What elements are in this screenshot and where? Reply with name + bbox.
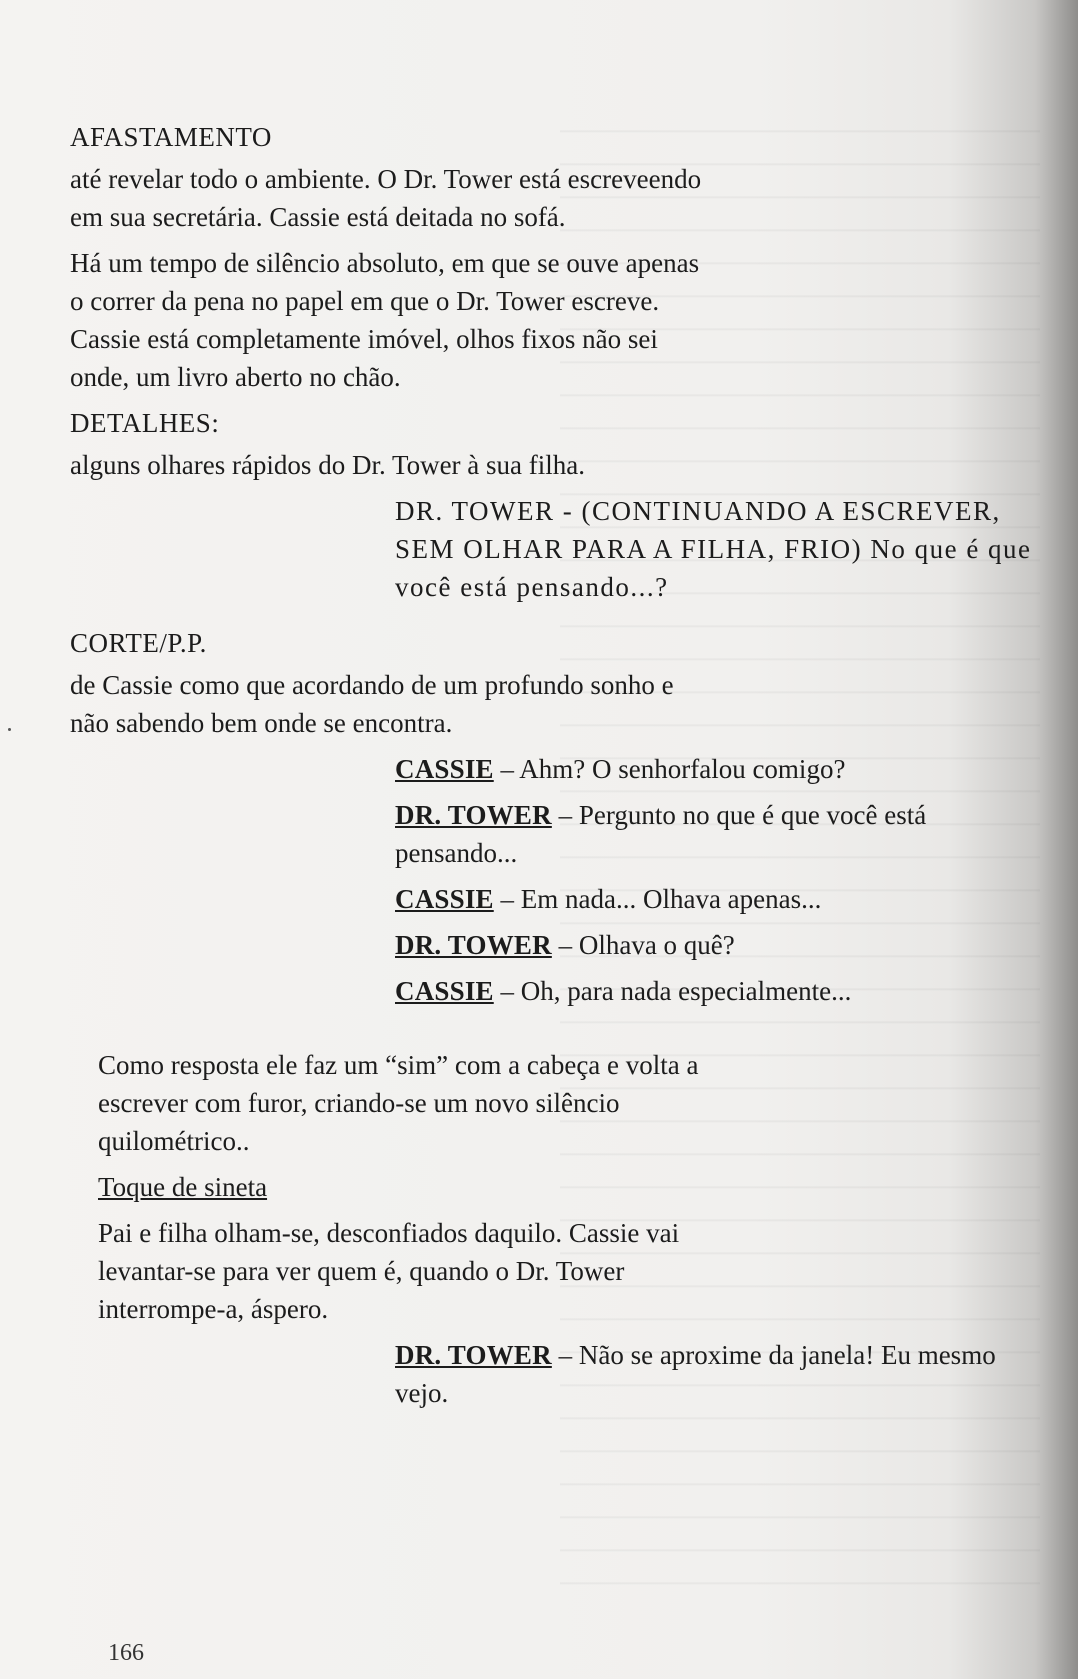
line-text: – Pergunto no que é que você está pensando...: [395, 800, 927, 868]
line-text: – Em nada... Olhava apenas...: [493, 884, 822, 914]
speck: [8, 728, 11, 731]
dialog-cassie-especialmente: [395, 972, 1035, 1010]
bottom-section: [98, 1046, 738, 1328]
heading-corte: CORTE/P.P.: [70, 628, 207, 658]
cue-sineta: Toque de sineta: [98, 1172, 268, 1202]
speaker-tower: DR. TOWER: [395, 800, 552, 830]
page-content: [70, 118, 1030, 1420]
line-text: – Oh, para nada especialmente...: [493, 976, 852, 1006]
paragraph-resposta: Como resposta ele faz um “sim” com a cabeça e volta a escrever com furor, criando-se um novo silêncio quilométrico..: [98, 1050, 699, 1156]
speaker-tower: DR. TOWER: [395, 930, 552, 960]
paragraph-acordando: de Cassie como que acordando de um profundo sonho e não sabendo bem onde se encontra.: [70, 670, 674, 738]
speaker-cassie: CASSIE: [395, 754, 494, 784]
dialog-tower-olhava: [395, 926, 1035, 964]
page-number: 166: [108, 1640, 144, 1666]
paragraph-silencio: Há um tempo de silêncio absoluto, em que se ouve apenas o correr da pena no papel em que o Dr. Tower escreve. Cassie está completamente imóvel, olhos fixos não sei onde, um livro aberto no chão.: [70, 248, 700, 392]
speaker-cassie: CASSIE: [395, 976, 494, 1006]
paragraph-olhares: alguns olhares rápidos do Dr. Tower à sua filha.: [70, 450, 585, 480]
dialog-cassie-nada: [395, 880, 1035, 918]
line-text: – Olhava o quê?: [551, 930, 735, 960]
heading-afastamento: AFASTAMENTO: [70, 122, 272, 152]
paragraph-ambiente: até revelar todo o ambiente. O Dr. Tower está escreveendo em sua secretária. Cassie está deitada no sofá.: [70, 164, 702, 232]
dialog-cassie-ahm: [395, 750, 1035, 788]
dialog-tower-pergunto: [395, 796, 1035, 872]
line-text: – Não se aproxime da janela! Eu mesmo vejo.: [395, 1340, 996, 1408]
dialog-tower-continuando: DR. TOWER - (CONTINUANDO A ESCREVER, SEM OLHAR PARA A FILHA, FRIO) No que é que você está pensando...?: [395, 496, 1032, 602]
paragraph-desconfiados: Pai e filha olham-se, desconfiados daquilo. Cassie vai levantar-se para ver quem é, quando o Dr. Tower interrompe-a, áspero.: [98, 1218, 680, 1324]
line-text: – Ahm? O senhorfalou comigo?: [493, 754, 846, 784]
speaker-tower: DR. TOWER: [395, 1340, 552, 1370]
speaker-cassie: CASSIE: [395, 884, 494, 914]
heading-detalhes: DETALHES:: [70, 408, 220, 438]
dialog-tower-janela: [395, 1336, 1035, 1412]
